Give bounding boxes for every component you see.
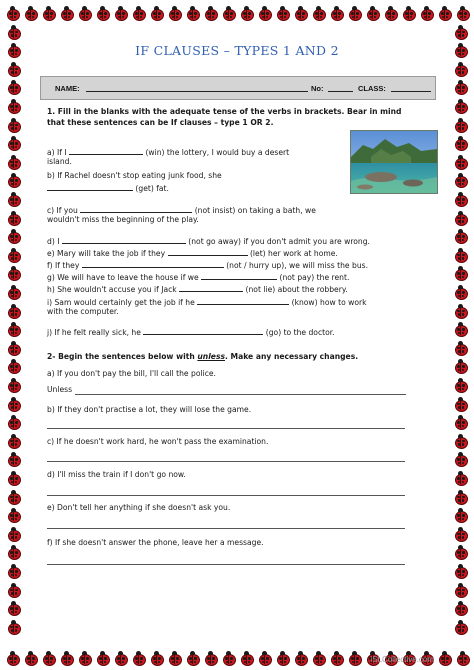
item-1f: f) If they (not / hurry up), we will miss the bus.	[47, 261, 369, 270]
ladybug-icon	[222, 6, 235, 19]
ladybug-icon	[7, 434, 20, 447]
blank-1a[interactable]	[69, 146, 143, 155]
ladybug-icon	[454, 285, 467, 298]
name-bar	[40, 76, 436, 100]
ladybug-icon	[186, 651, 199, 664]
item-2f: f) If she doesn't answer the phone, leave her a message.	[47, 538, 264, 547]
ladybug-icon	[7, 564, 20, 577]
ladybug-icon	[7, 378, 20, 391]
blank-1h[interactable]	[179, 283, 243, 292]
ladybug-icon	[454, 266, 467, 279]
unless-keyword: unless	[197, 352, 225, 361]
ladybug-icon	[240, 651, 253, 664]
ladybug-icon	[454, 564, 467, 577]
number-label: No:	[311, 83, 324, 93]
ladybug-icon	[7, 304, 20, 317]
item-1c-line1: c) If you (not insist) on taking a bath, we	[47, 206, 316, 215]
ladybug-icon	[454, 80, 467, 93]
ladybug-icon	[7, 452, 20, 465]
ladybug-icon	[366, 6, 379, 19]
ladybug-icon	[78, 6, 91, 19]
blank-1d[interactable]	[62, 235, 186, 244]
ladybug-icon	[454, 173, 467, 186]
ladybug-icon	[7, 266, 20, 279]
ladybug-icon	[204, 651, 217, 664]
answer-line-2c[interactable]	[47, 461, 405, 462]
ladybug-icon	[7, 99, 20, 112]
ladybug-icon	[24, 651, 37, 664]
ladybug-icon	[454, 211, 467, 224]
ladybug-icon	[78, 651, 91, 664]
ladybug-icon	[60, 6, 73, 19]
tropical-island-photo	[350, 130, 438, 194]
ladybug-icon	[454, 136, 467, 149]
item-2e: e) Don't tell her anything if she doesn't ask you.	[47, 503, 231, 512]
ladybug-icon	[454, 322, 467, 335]
ladybug-icon	[132, 651, 145, 664]
ladybug-icon	[420, 6, 433, 19]
ladybug-icon	[168, 6, 181, 19]
class-label: CLASS:	[358, 83, 386, 93]
ladybug-icon	[438, 651, 451, 664]
item-2a: a) If you don't pay the bill, I'll call the police.	[47, 369, 216, 378]
ladybug-icon	[222, 651, 235, 664]
ladybug-icon	[7, 545, 20, 558]
ladybug-icon	[454, 545, 467, 558]
ladybug-icon	[60, 651, 73, 664]
ladybug-icon	[114, 6, 127, 19]
ladybug-icon	[7, 359, 20, 372]
blank-1j[interactable]	[143, 326, 263, 335]
ladybug-icon	[438, 6, 451, 19]
ladybug-icon	[454, 490, 467, 503]
ladybug-icon	[454, 527, 467, 540]
ladybug-icon	[7, 43, 20, 56]
ladybug-icon	[384, 6, 397, 19]
ladybug-icon	[7, 527, 20, 540]
ladybug-icon	[42, 651, 55, 664]
ladybug-icon	[294, 651, 307, 664]
ladybug-icon	[168, 651, 181, 664]
answer-line-2f[interactable]	[47, 564, 405, 565]
ladybug-icon	[7, 583, 20, 596]
ladybug-icon	[312, 6, 325, 19]
ladybug-icon	[276, 651, 289, 664]
item-2a-start: Unless	[47, 385, 73, 394]
item-1j: j) If he felt really sick, he (go) to the doctor.	[47, 328, 335, 337]
section1-heading-line1: 1. Fill in the blanks with the adequate tense of the verbs in brackets. Bear in mind	[47, 107, 402, 116]
ladybug-icon	[454, 99, 467, 112]
ladybug-icon	[6, 6, 19, 19]
ladybug-icon	[7, 136, 20, 149]
ladybug-icon	[186, 6, 199, 19]
number-line	[328, 91, 353, 92]
name-label: NAME:	[55, 83, 80, 93]
ladybug-icon	[454, 620, 467, 633]
ladybug-icon	[330, 651, 343, 664]
item-1e: e) Mary will take the job if they (let) her work at home.	[47, 249, 338, 258]
ladybug-icon	[454, 192, 467, 205]
item-2d: d) I'll miss the train if I don't go now.	[47, 470, 186, 479]
ladybug-icon	[7, 508, 20, 521]
ladybug-icon	[454, 583, 467, 596]
ladybug-icon	[456, 6, 469, 19]
ladybug-icon	[132, 6, 145, 19]
ladybug-icon	[6, 651, 19, 664]
ladybug-icon	[7, 211, 20, 224]
ladybug-icon	[276, 6, 289, 19]
ladybug-icon	[7, 341, 20, 354]
ladybug-icon	[96, 6, 109, 19]
ladybug-icon	[150, 6, 163, 19]
answer-line-2b[interactable]	[47, 428, 405, 429]
ladybug-icon	[42, 6, 55, 19]
item-1i-line1: i) Sam would certainly get the job if he (know) how to work	[47, 298, 367, 307]
site-watermark: iSLCollective.com	[370, 655, 434, 664]
ladybug-icon	[7, 25, 20, 38]
ladybug-icon	[330, 6, 343, 19]
answer-line-2e[interactable]	[47, 528, 405, 529]
ladybug-icon	[454, 341, 467, 354]
ladybug-icon	[7, 80, 20, 93]
ladybug-icon	[454, 601, 467, 614]
ladybug-icon	[454, 508, 467, 521]
ladybug-icon	[7, 397, 20, 410]
ladybug-icon	[454, 304, 467, 317]
ladybug-icon	[454, 378, 467, 391]
ladybug-icon	[454, 25, 467, 38]
ladybug-icon	[7, 322, 20, 335]
item-1a-line2: island.	[47, 157, 72, 166]
ladybug-icon	[258, 6, 271, 19]
ladybug-icon	[454, 452, 467, 465]
ladybug-icon	[7, 415, 20, 428]
class-line	[391, 91, 431, 92]
blank-1i[interactable]	[197, 296, 289, 305]
ladybug-icon	[7, 118, 20, 131]
item-1a-line1: a) If I (win) the lottery, I would buy a desert	[47, 148, 290, 157]
item-1b-line1: b) If Rachel doesn't stop eating junk food, she	[47, 171, 222, 180]
ladybug-icon	[454, 155, 467, 168]
ladybug-icon	[348, 651, 361, 664]
island-image	[351, 131, 437, 193]
ladybug-icon	[454, 397, 467, 410]
ladybug-icon	[454, 118, 467, 131]
item-1c-line2: wouldn't miss the beginning of the play.	[47, 215, 199, 224]
ladybug-icon	[7, 155, 20, 168]
ladybug-icon	[454, 434, 467, 447]
ladybug-icon	[150, 651, 163, 664]
blank-1e[interactable]	[168, 247, 248, 256]
ladybug-icon	[114, 651, 127, 664]
ladybug-icon	[7, 620, 20, 633]
ladybug-icon	[402, 6, 415, 19]
item-1g: g) We will have to leave the house if we (not pay) the rent.	[47, 273, 350, 282]
ladybug-icon	[240, 6, 253, 19]
ladybug-icon	[24, 6, 37, 19]
answer-line-2d[interactable]	[47, 495, 405, 496]
ladybug-icon	[454, 43, 467, 56]
blank-1b[interactable]	[47, 182, 133, 191]
ladybug-icon	[204, 6, 217, 19]
worksheet-title: IF CLAUSES – TYPES 1 AND 2	[135, 43, 339, 58]
ladybug-icon	[456, 651, 469, 664]
name-line	[86, 91, 308, 92]
item-1h: h) She wouldn't accuse you if Jack (not lie) about the robbery.	[47, 285, 348, 294]
ladybug-icon	[454, 248, 467, 261]
ladybug-icon	[7, 62, 20, 75]
ladybug-icon	[7, 173, 20, 186]
ladybug-icon	[7, 248, 20, 261]
ladybug-icon	[454, 229, 467, 242]
ladybug-icon	[7, 471, 20, 484]
ladybug-icon	[7, 490, 20, 503]
ladybug-icon	[348, 6, 361, 19]
ladybug-icon	[312, 651, 325, 664]
blank-1f[interactable]	[82, 259, 224, 268]
ladybug-icon	[258, 651, 271, 664]
ladybug-icon	[7, 601, 20, 614]
ladybug-icon	[454, 471, 467, 484]
ladybug-icon	[7, 229, 20, 242]
ladybug-icon	[454, 62, 467, 75]
ladybug-icon	[7, 285, 20, 298]
item-1d: d) I (not go away) if you don't admit you are wrong.	[47, 237, 370, 246]
ladybug-icon	[96, 651, 109, 664]
item-2b: b) If they don't practise a lot, they will lose the game.	[47, 405, 252, 414]
ladybug-icon	[454, 359, 467, 372]
item-1b-line2: (get) fat.	[47, 182, 169, 194]
section2-heading: 2- Begin the sentences below with unless. Make any necessary changes.	[47, 352, 359, 361]
ladybug-icon	[454, 415, 467, 428]
blank-1g[interactable]	[201, 271, 277, 280]
item-1i-line2: with the computer.	[47, 307, 119, 316]
ladybug-icon	[7, 192, 20, 205]
section1-heading-line2: that these sentences can be If clauses – type 1 OR 2.	[47, 118, 274, 127]
blank-1c[interactable]	[80, 204, 192, 213]
answer-line-2a[interactable]	[75, 394, 406, 395]
ladybug-icon	[294, 6, 307, 19]
item-2c: c) If he doesn't work hard, he won't pass the examination.	[47, 437, 269, 446]
